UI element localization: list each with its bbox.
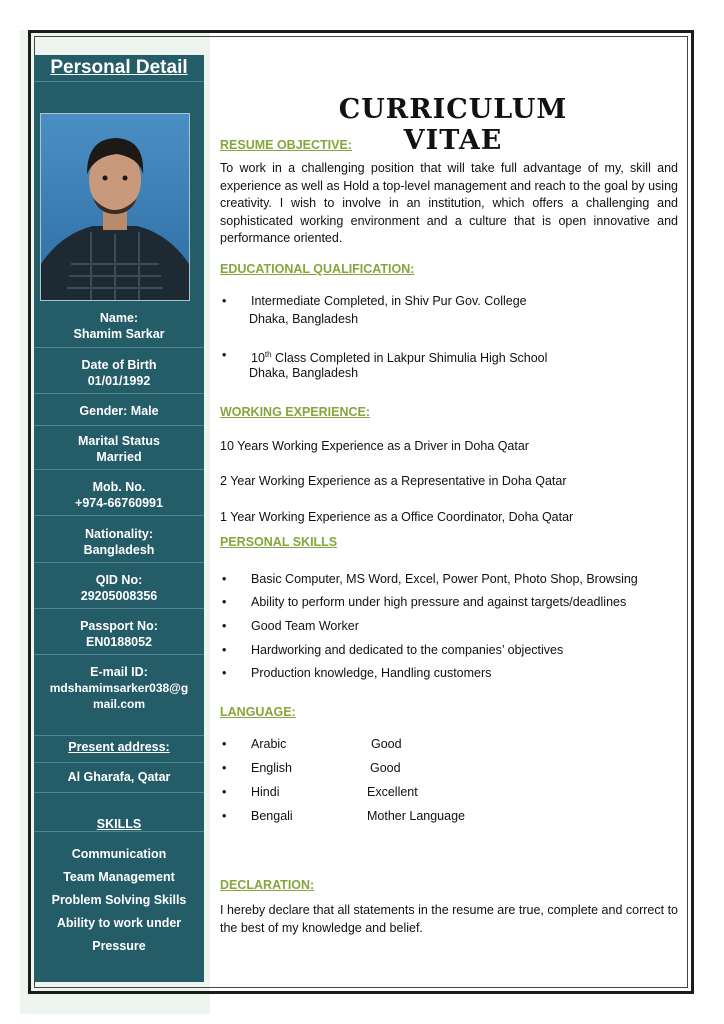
bullet-icon: • [222, 572, 227, 586]
dob-field [34, 357, 204, 389]
bullet-icon: • [222, 595, 227, 609]
language-level: Mother Language [367, 809, 465, 823]
mobile-field [34, 479, 204, 511]
skill-item: Communication [71, 847, 167, 861]
nationality-label: Nationality: [84, 527, 154, 541]
main-content [220, 0, 680, 1024]
bullet-icon: • [222, 348, 227, 362]
qid-value: 29205008356 [80, 589, 158, 603]
document-title: CURRICULUM VITAE [338, 94, 568, 156]
divider [34, 735, 204, 736]
grade-number: 10 [251, 351, 265, 366]
work-item: 10 Years Working Experience as a Driver in Doha Qatar [220, 439, 529, 453]
mobile-label: Mob. No. [92, 480, 146, 494]
email-value-line1: mdshamimsarker038@g [49, 681, 189, 695]
education-line2: Dhaka, Bangladesh [249, 366, 359, 380]
bullet-icon: • [222, 294, 227, 308]
divider [34, 562, 204, 563]
skill-text: Ability to perform under high pressure and against targets/deadlines [251, 595, 627, 609]
work-item: 2 Year Working Experience as a Representative in Doha Qatar [220, 474, 567, 488]
marital-field [34, 433, 204, 465]
skill-item: Pressure [92, 939, 146, 953]
present-address-value: Al Gharafa, Qatar [67, 770, 171, 784]
bullet-icon: • [222, 737, 227, 751]
divider [34, 393, 204, 394]
divider [34, 654, 204, 655]
skill-text: Basic Computer, MS Word, Excel, Power Pont, Photo Shop, Browsing [251, 572, 638, 586]
language-level: Good [371, 737, 402, 751]
email-label: E-mail ID: [90, 665, 148, 679]
education-line1: Intermediate Completed, in Shiv Pur Gov. College [251, 294, 527, 308]
education-line2: Dhaka, Bangladesh [249, 312, 359, 326]
bullet-icon: • [222, 666, 227, 680]
personal-detail-sidebar [34, 55, 204, 982]
dob-label: Date of Birth [81, 358, 157, 372]
marital-label: Marital Status [78, 434, 160, 448]
divider [34, 792, 204, 793]
name-label: Name: [99, 311, 139, 325]
qid-label: QID No: [95, 573, 143, 587]
gender-value: Gender: Male [79, 404, 159, 418]
skill-text: Hardworking and dedicated to the companies’ objectives [251, 643, 564, 657]
skill-text: Production knowledge, Handling customers [251, 666, 492, 680]
email-value-line2: mail.com [92, 697, 146, 711]
sidebar-heading: Personal Detail [50, 57, 188, 78]
education-text: Class Completed in Lakpur Shimulia High School [271, 351, 548, 366]
section-heading-objective: RESUME OBJECTIVE: [220, 138, 352, 152]
mobile-value: +974-66760991 [75, 496, 163, 510]
declaration-text: I hereby declare that all statements in the resume are true, complete and correct to the best of my knowledge and belief. [220, 903, 678, 935]
language-name: English [251, 761, 292, 775]
qid-field [34, 572, 204, 604]
language-level: Excellent [367, 785, 418, 799]
skills-label: SKILLS [96, 817, 142, 831]
skill-item: Ability to work under [56, 916, 182, 930]
grade-suffix: th [264, 350, 272, 359]
bullet-icon: • [222, 785, 227, 799]
section-heading-language: LANGUAGE: [220, 705, 296, 719]
section-heading-skills: PERSONAL SKILLS [220, 535, 338, 549]
divider [34, 425, 204, 426]
language-name: Arabic [251, 737, 287, 751]
divider [34, 762, 204, 763]
bullet-icon: • [222, 809, 227, 823]
section-heading-declaration: DECLARATION: [220, 878, 315, 892]
divider [34, 515, 204, 516]
passport-value: EN0188052 [85, 635, 153, 649]
name-field [34, 310, 204, 342]
language-name: Bengali [251, 809, 293, 823]
gender-field [34, 403, 204, 419]
nationality-field [34, 526, 204, 558]
work-item: 1 Year Working Experience as a Office Coordinator, Doha Qatar [220, 510, 574, 524]
skill-text: Good Team Worker [251, 619, 359, 633]
passport-label: Passport No: [80, 619, 158, 633]
divider [34, 608, 204, 609]
section-heading-work: WORKING EXPERIENCE: [220, 405, 371, 419]
bullet-icon: • [222, 761, 227, 775]
divider [34, 347, 204, 348]
language-level: Good [370, 761, 401, 775]
objective-text: To work in a challenging position that will take full advantage of my, skill and experience as well as Hold a top-level management and reach to the goal by using creativity. I wish to involve in an institution, which offers a challenging and sophisticated working environment and a culture that is open innovative and performance oriented. [220, 161, 678, 245]
skill-item: Team Management [63, 870, 175, 884]
passport-field [34, 618, 204, 650]
section-heading-education: EDUCATIONAL QUALIFICATION: [220, 262, 415, 276]
name-value: Shamim Sarkar [73, 327, 165, 341]
email-field [34, 664, 204, 712]
bullet-icon: • [222, 643, 227, 657]
divider [34, 81, 204, 82]
dob-value: 01/01/1992 [87, 374, 151, 388]
divider [34, 469, 204, 470]
divider [34, 831, 204, 832]
skill-item: Problem Solving Skills [51, 893, 187, 907]
bullet-icon: • [222, 619, 227, 633]
present-address-label: Present address: [68, 740, 170, 754]
nationality-value: Bangladesh [83, 543, 155, 557]
profile-photo [40, 113, 190, 301]
language-name: Hindi [251, 785, 280, 799]
marital-value: Married [96, 450, 142, 464]
